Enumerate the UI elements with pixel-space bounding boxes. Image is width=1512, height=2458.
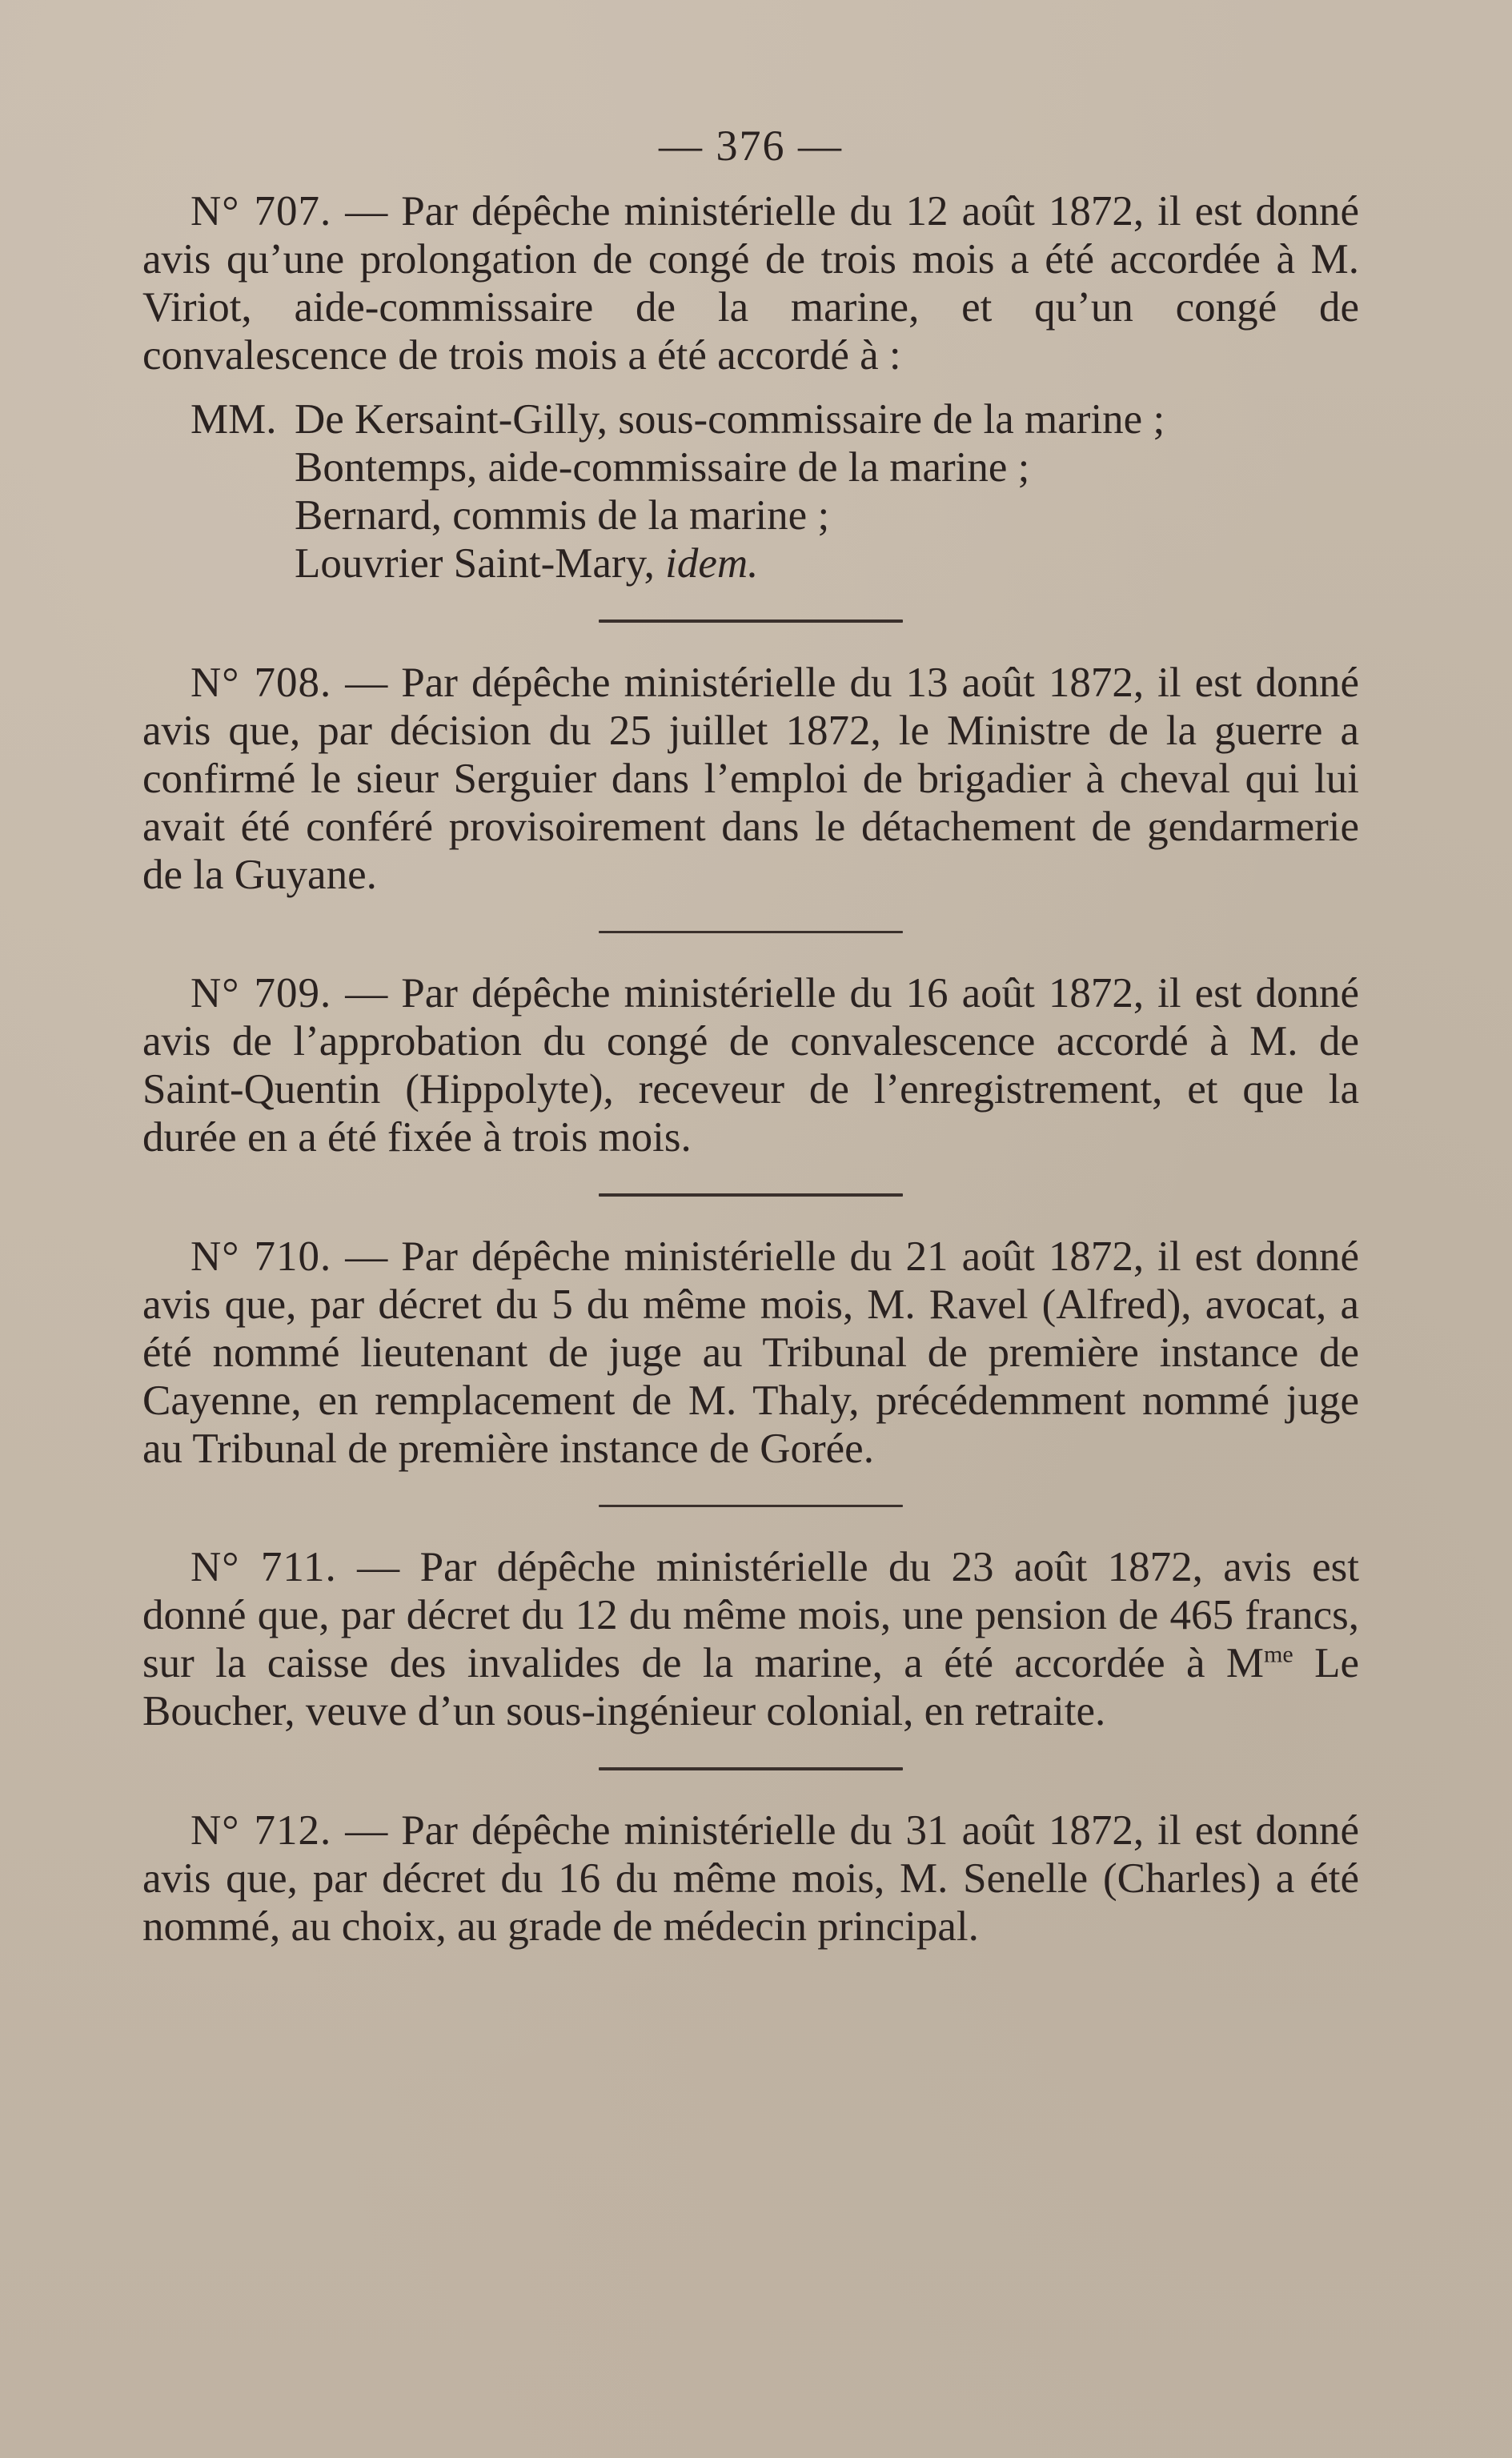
recipient-prefix: MM. <box>191 396 277 443</box>
entry-text-after: Le Boucher, veuve d’un sous-ingénieur colonial, en retraite. <box>142 1640 1359 1734</box>
recipient-item <box>142 395 1359 443</box>
entry-text: — Par dépêche ministérielle du 21 août 1872, il est donné avis que, par décret du 5 du même mois, M. Ravel (Alfred), avocat, a été nommé lieutenant de juge au Tribunal de première instance de Cayenne, en remplacement de M. Thaly, précédemment nommé juge au Tribunal de première instance de Gorée. <box>142 1233 1360 1472</box>
entry-710 <box>142 1233 1359 1473</box>
entry-707 <box>142 187 1359 587</box>
entry-number: N° 710. <box>191 1233 332 1280</box>
recipient-text: De Kersaint-Gilly, sous-commissaire de la marine ; <box>295 396 1165 443</box>
document-page <box>142 120 1359 1951</box>
entry-710-paragraph <box>142 1233 1359 1473</box>
entry-711-paragraph <box>142 1543 1359 1735</box>
entry-text: — Par dépêche ministérielle du 31 août 1872, il est donné avis que, par décret du 16 du même mois, M. Senelle (Charles) a été nommé, au choix, au grade de médecin principal. <box>142 1807 1360 1950</box>
entry-712-paragraph <box>142 1806 1359 1951</box>
page-number: — 376 — <box>659 122 843 170</box>
separator-rule <box>599 620 903 623</box>
recipient-italic-suffix: idem. <box>665 540 759 587</box>
entry-number: N° 712. <box>191 1807 332 1854</box>
entry-number: N° 707. <box>191 188 332 235</box>
recipient-text: Louvrier Saint-Mary, <box>295 540 655 587</box>
recipient-text: Bontemps, aide-commissaire de la marine ; <box>295 444 1030 491</box>
entry-709 <box>142 969 1359 1161</box>
separator-rule <box>599 1767 903 1770</box>
recipient-item <box>142 443 1359 491</box>
entry-text: — Par dépêche ministérielle du 12 août 1872, il est donné avis qu’une prolongation de congé de trois mois a été accordée à M. Viriot, aide-commissaire de la marine, et qu’un congé de convalescence de trois mois a été accordé à : <box>142 188 1360 379</box>
recipient-item <box>142 539 1359 587</box>
separator-rule <box>599 931 903 933</box>
entry-text: — Par dépêche ministérielle du 16 août 1872, il est donné avis de l’approbation du congé de convalescence accordé à M. de Saint-Quentin (Hippolyte), receveur de l’enregistrement, et que la durée en a été fixée à trois mois. <box>142 970 1360 1161</box>
entry-text-before: — Par dépêche ministérielle du 23 août 1872, avis est donné que, par décret du 12 du même mois, une pension de 465 francs, sur la caisse des invalides de la marine, a été accordée à M <box>142 1544 1359 1686</box>
entry-text: — Par dépêche ministérielle du 13 août 1872, il est donné avis que, par décision du 25 juillet 1872, le Ministre de la guerre a confirmé le sieur Serguier dans l’emploi de brigadier à cheval qui lui avait été conféré provisoirement dans le détachement de gendarmerie de la Guyane. <box>142 660 1360 898</box>
recipient-item <box>142 491 1359 539</box>
separator-rule <box>599 1505 903 1507</box>
entry-number: N° 708. <box>191 660 332 706</box>
recipient-text: Bernard, commis de la marine ; <box>295 492 830 539</box>
separator-rule <box>599 1193 903 1197</box>
recipient-list <box>142 395 1359 587</box>
entry-712 <box>142 1806 1359 1951</box>
entry-709-paragraph <box>142 969 1359 1161</box>
entry-708 <box>142 659 1359 899</box>
entry-708-paragraph <box>142 659 1359 899</box>
entry-number: N° 709. <box>191 970 332 1016</box>
entry-711 <box>142 1543 1359 1735</box>
entry-707-paragraph <box>142 187 1359 379</box>
entry-number: N° 711. <box>191 1544 337 1590</box>
entry-superscript: me <box>1264 1641 1293 1668</box>
